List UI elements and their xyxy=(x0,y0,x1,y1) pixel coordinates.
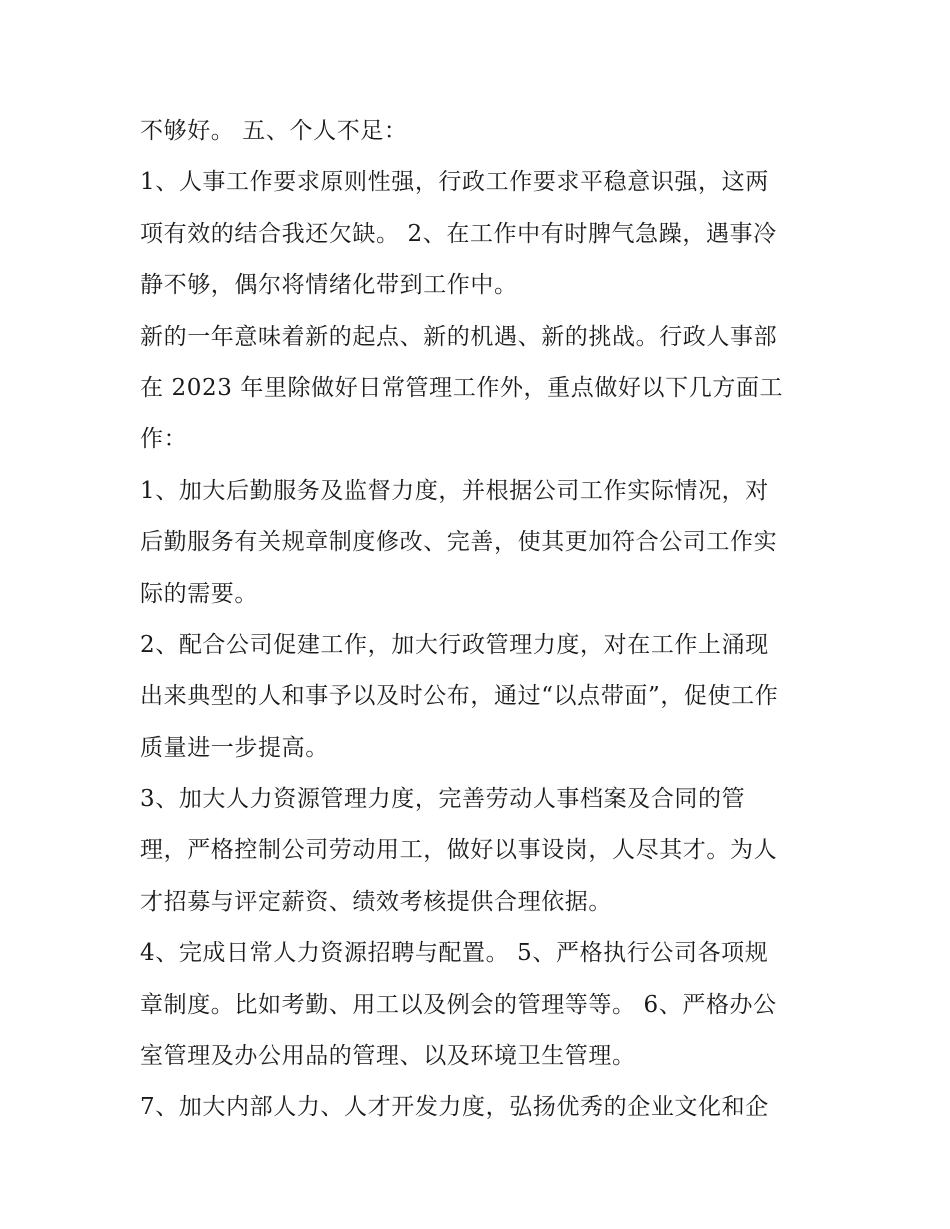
text-line: 出来典型的人和事予以及时公布，通过“以点带面”，促使工作 xyxy=(140,683,779,710)
text-line: 3、加大人力资源管理力度，完善劳动人事档案及合同的管 xyxy=(140,786,746,813)
text-line: 7、加大内部人力、人才开发力度，弘扬优秀的企业文化和企 xyxy=(140,1094,769,1121)
text-line: 不够好。 五、个人不足： xyxy=(140,118,408,144)
text-line: 才招募与评定薪资、绩效考核提供合理依据。 xyxy=(140,888,612,915)
text-line: 后勤服务有关规章制度修改、完善，使其更加符合公司工作实 xyxy=(140,529,778,556)
text-line: 新的一年意味着新的起点、新的机遇、新的挑战。行政人事部 xyxy=(140,323,778,350)
document-body xyxy=(140,108,830,1136)
text-line: 2、配合公司促建工作，加大行政管理力度，对在工作上涌现 xyxy=(140,631,769,658)
text-line: 质量进一步提高。 xyxy=(140,734,329,761)
text-line: 章制度。比如考勤、用工以及例会的管理等等。 6、严格办公 xyxy=(140,991,777,1018)
text-line: 项有效的结合我还欠缺。 2、在工作中有时脾气急躁，遇事冷 xyxy=(140,220,777,247)
text-line: 1、加大后勤服务及监督力度，并根据公司工作实际情况，对 xyxy=(140,477,769,504)
text-line: 际的需要。 xyxy=(140,580,258,607)
text-line: 1、人事工作要求原则性强，行政工作要求平稳意识强，这两 xyxy=(140,169,769,196)
text-line: 理，严格控制公司劳动用工，做好以事设岗，人尽其才。为人 xyxy=(140,837,778,864)
text-line: 在 2023 年里除做好日常管理工作外，重点做好以下几方面工 xyxy=(140,374,784,401)
text-line: 静不够，偶尔将情绪化带到工作中。 xyxy=(140,272,518,299)
text-line: 作： xyxy=(140,426,188,453)
text-line: 4、完成日常人力资源招聘与配置。 5、严格执行公司各项规 xyxy=(140,940,769,967)
text-line: 室管理及办公用品的管理、以及环境卫生管理。 xyxy=(140,1043,636,1070)
